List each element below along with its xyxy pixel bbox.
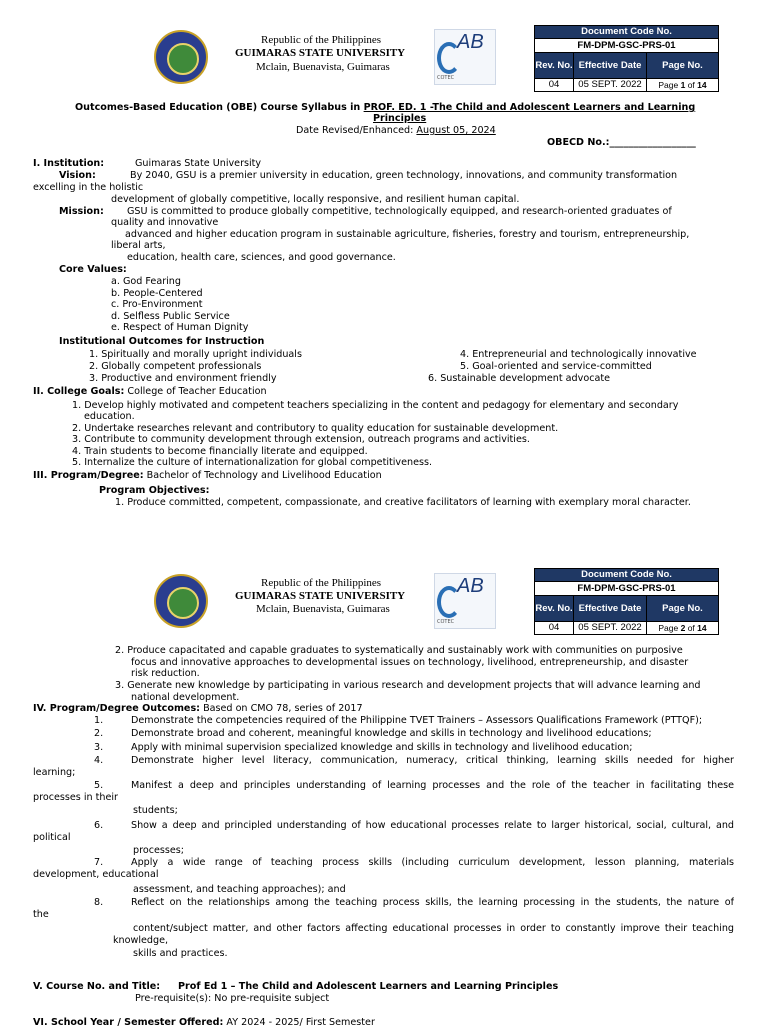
outcome-continuation: processes;	[133, 845, 184, 856]
program-objective-item: national development.	[131, 692, 240, 703]
outcome-continuation: knowledge,	[113, 935, 169, 946]
republic-label: Republic of the Philippines	[261, 577, 382, 589]
institutional-outcome-item: 2. Globally competent professionals	[89, 361, 262, 372]
outcome-number: 8.	[94, 897, 104, 908]
college-goal-item: 5. Internalize the culture of internationalization for global competitiveness.	[72, 457, 433, 468]
college-goal-item: 3. Contribute to community development through extension, outreach programs and activities.	[72, 434, 530, 445]
program-objective-item: 2. Produce capacitated and capable graduates to systematically and sustainably work with communities on purposive	[115, 645, 683, 656]
outcome-continuation: students;	[133, 805, 178, 816]
vision-line2: excelling in the holistic	[33, 182, 144, 193]
page-no-label: Page No.	[647, 596, 719, 622]
doc-code-label: Document Code No.	[535, 26, 719, 39]
college-goal-item: education.	[84, 411, 135, 422]
page-no-label: Page No.	[647, 53, 719, 79]
program-objective-item: risk reduction.	[131, 668, 200, 679]
outcome-continuation: the	[33, 909, 49, 920]
outcome-item: Demonstrate higher level literacy, communication, numeracy, critical thinking, learning skills needed for higher	[131, 755, 734, 766]
outcome-number: 5.	[94, 780, 104, 791]
institutional-outcome-item: 4. Entrepreneurial and technologically innovative	[460, 349, 697, 360]
outcome-continuation: political	[33, 832, 71, 843]
vision-line3: development of globally competitive, locally responsive, and resilient human capital.	[111, 194, 520, 205]
college-goals-heading: II. College Goals: College of Teacher Education	[33, 386, 267, 397]
outcome-item: Show a deep and principled understanding of how educational processes relate to larger historical, social, cultural, and	[131, 820, 734, 831]
institutional-outcomes-label: Institutional Outcomes for Instruction	[59, 336, 265, 347]
effective-date-label: Effective Date	[574, 53, 647, 79]
institutional-outcome-item: 3. Productive and environment friendly	[89, 373, 277, 384]
outcome-number: 4.	[94, 755, 104, 766]
institution-label: I. Institution:	[33, 158, 105, 169]
republic-label: Republic of the Philippines	[261, 34, 382, 46]
outcome-item: Demonstrate broad and coherent, meaningful knowledge and skills in technology and livelihood educations;	[131, 728, 652, 739]
mission-line4: liberal arts,	[111, 240, 166, 251]
outcome-item: Demonstrate the competencies required of the Philippine TVET Trainers – Assessors Qualifications Framework (PTTQF);	[131, 715, 703, 726]
university-address: Mclain, Buenavista, Guimaras	[256, 61, 390, 73]
date-revised: Date Revised/Enhanced: August 05, 2024	[296, 125, 496, 136]
outcome-continuation: learning;	[33, 767, 76, 778]
outcome-item: Apply with minimal supervision specialized knowledge and skills in technology and livelihood education;	[131, 742, 633, 753]
doc-code-value: FM-DPM-GSC-PRS-01	[535, 582, 719, 596]
program-objective-item: 3. Generate new knowledge by participating in various research and development projects that will advance learning and	[115, 680, 701, 691]
program-objective-item: focus and innovative approaches to developmental issues on technology, livelihood, entrepreneurship, and disaster	[131, 657, 689, 668]
university-address: Mclain, Buenavista, Guimaras	[256, 603, 390, 615]
rev-label: Rev. No.	[535, 53, 574, 79]
rev-value: 04	[535, 79, 574, 92]
vision-line1: By 2040, GSU is a premier university in education, green technology, innovations, and community transformation	[130, 170, 678, 181]
vision-label: Vision:	[59, 170, 96, 181]
outcome-number: 3.	[94, 742, 104, 753]
institution-value: Guimaras State University	[135, 158, 262, 169]
doc-code-label: Document Code No.	[535, 569, 719, 582]
core-value-item: a. God Fearing	[111, 276, 181, 287]
program-objectives-label: Program Objectives:	[99, 485, 210, 496]
obecd-number: OBECD No.:__________________	[547, 137, 696, 148]
outcome-item: Apply a wide range of teaching process skills (including curriculum development, lesson planning, materials	[131, 857, 734, 868]
outcome-item: Manifest a deep and principles understanding of learning processes and the role of the teacher in facilitating these	[131, 780, 734, 791]
course-title: Prof Ed 1 – The Child and Adolescent Learners and Learning Principles	[178, 981, 559, 992]
core-values-label: Core Values:	[59, 264, 127, 275]
school-year-heading: VI. School Year / Semester Offered: AY 2024 - 2025/ First Semester	[33, 1017, 375, 1028]
program-objective-item: 1. Produce committed, competent, compassionate, and creative facilitators of learning with exemplary moral character.	[115, 497, 691, 508]
mission-label: Mission:	[59, 206, 104, 217]
outcome-continuation: processes in their	[33, 792, 118, 803]
core-value-item: e. Respect of Human Dignity	[111, 322, 249, 333]
outcome-number: 6.	[94, 820, 104, 831]
outcome-number: 2.	[94, 728, 104, 739]
rev-value: 04	[535, 622, 574, 635]
university-name: GUIMARAS STATE UNIVERSITY	[235, 47, 406, 59]
effective-date-label: Effective Date	[574, 596, 647, 622]
core-value-item: c. Pro-Environment	[111, 299, 203, 310]
college-goal-item: 1. Develop highly motivated and competent teachers specializing in the content and pedagogy for elementary and secondary	[72, 400, 679, 411]
certification-logo: AB COTEC	[434, 29, 496, 85]
syllabus-title: Outcomes-Based Education (OBE) Course Syllabus in PROF. ED. 1 -The Child and Adolescent Learners and Learning	[75, 102, 696, 113]
outcome-number: 1.	[94, 715, 104, 726]
doc-code-value: FM-DPM-GSC-PRS-01	[535, 39, 719, 53]
effective-date-value: 05 SEPT. 2022	[574, 79, 647, 92]
course-label: V. Course No. and Title:	[33, 981, 161, 992]
mission-line1: GSU is committed to produce globally competitive, technologically equipped, and research-oriented graduates of	[127, 206, 672, 217]
course-prerequisite: Pre-requisite(s): No pre-requisite subject	[135, 993, 330, 1004]
college-goal-item: 4. Train students to become financially literate and equipped.	[72, 446, 368, 457]
outcome-continuation: assessment, and teaching approaches); and	[133, 884, 346, 895]
syllabus-title-line2: Principles	[373, 113, 427, 124]
outcome-continuation: skills and practices.	[133, 948, 228, 959]
university-seal-logo	[154, 30, 208, 84]
program-outcomes-heading: IV. Program/Degree Outcomes: Based on CMO 78, series of 2017	[33, 703, 363, 714]
institutional-outcome-item: 1. Spiritually and morally upright individuals	[89, 349, 302, 360]
page-number: Page 1 of 14	[647, 79, 719, 92]
core-value-item: b. People-Centered	[111, 288, 203, 299]
institutional-outcome-item: 5. Goal-oriented and service-committed	[460, 361, 652, 372]
certification-logo: AB COTEC	[434, 573, 496, 629]
effective-date-value: 05 SEPT. 2022	[574, 622, 647, 635]
mission-line2: quality and innovative	[111, 217, 219, 228]
university-seal-logo	[154, 574, 208, 628]
university-name: GUIMARAS STATE UNIVERSITY	[235, 590, 406, 602]
core-value-item: d. Selfless Public Service	[111, 311, 230, 322]
rev-label: Rev. No.	[535, 596, 574, 622]
mission-line3: advanced and higher education program in sustainable agriculture, fisheries, forestry and tourism, entrepreneurship,	[125, 229, 690, 240]
outcome-item: Reflect on the relationships among the teaching process skills, the learning processing in the students, the nature of	[131, 897, 734, 908]
document-code-table	[534, 568, 719, 635]
page-number: Page 2 of 14	[647, 622, 719, 635]
mission-line5: education, health care, sciences, and good governance.	[127, 252, 396, 263]
outcome-continuation: content/subject matter, and other factors affecting educational processes in order to constantly improve their teaching	[133, 923, 734, 934]
program-heading: III. Program/Degree: Bachelor of Technology and Livelihood Education	[33, 470, 382, 481]
outcome-number: 7.	[94, 857, 104, 868]
document-code-table	[534, 25, 719, 92]
outcome-continuation: development, educational	[33, 869, 159, 880]
institutional-outcome-item: 6. Sustainable development advocate	[428, 373, 611, 384]
college-goal-item: 2. Undertake researches relevant and contributory to quality education for sustainable development.	[72, 423, 559, 434]
